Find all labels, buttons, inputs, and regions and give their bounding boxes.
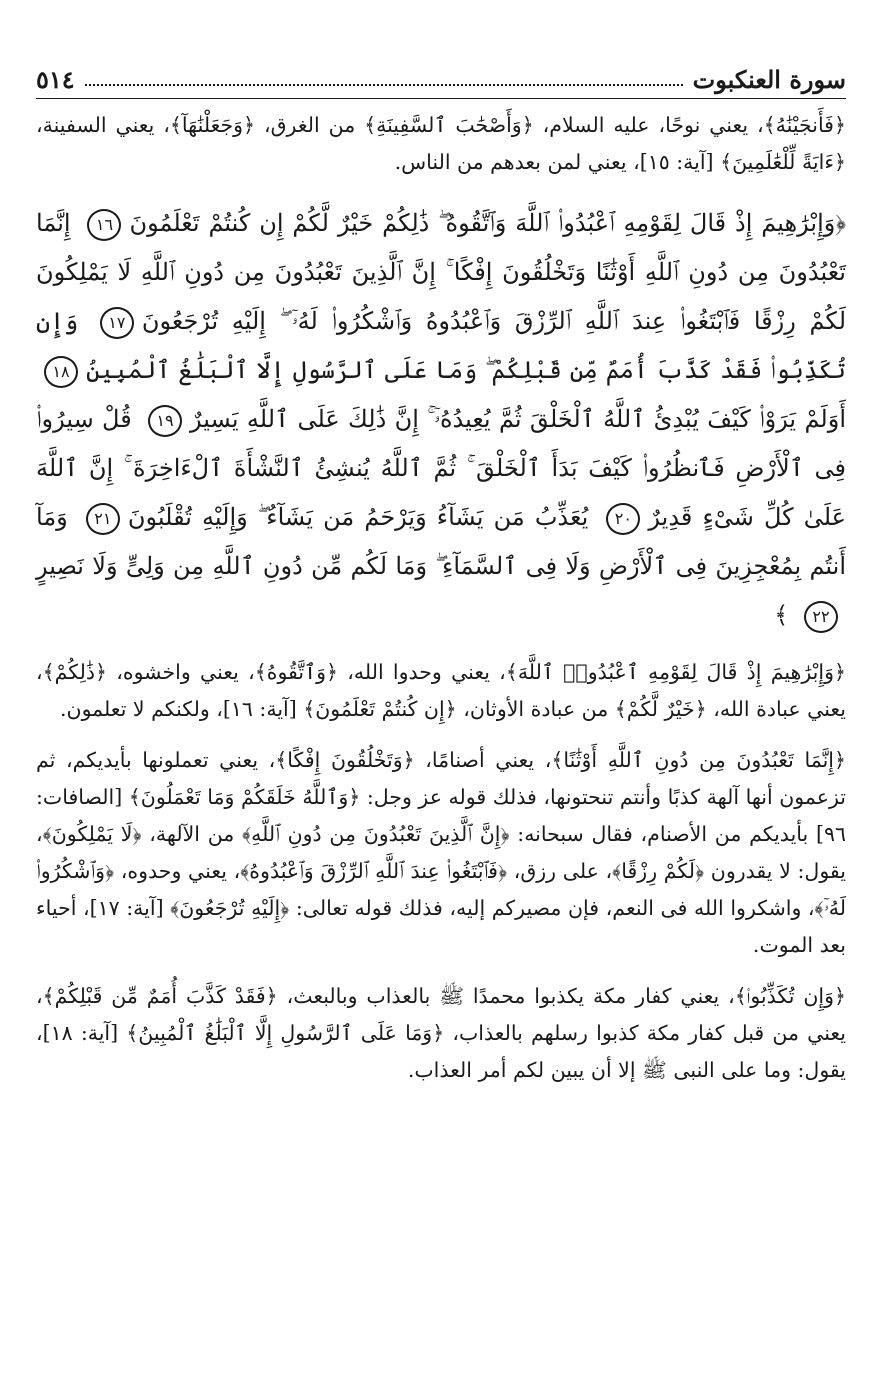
- header-leader-dots: [85, 84, 683, 86]
- book-page: [36, 60, 846, 1089]
- verse-text: وَإِن تُكَذِّبُوا۟ فَقَدْ كَذَّبَ أُمَمٌ مِّن قَبْلِكُمْ ۖ وَمَا عَلَى ٱلرَّسُولِ إِلَّا ٱلْبَلَٰغُ ٱلْمُبِينُ: [36, 307, 846, 384]
- verse-number-marker: ١٨: [44, 356, 78, 388]
- commentary-paragraph: ﴿وَإِن تُكَذِّبُوا۟﴾، يعني كفار مكة يكذبوا محمدًا ﷺ بالعذاب وبالبعث، ﴿فَقَدْ كَذَّبَ أُمَمٌ مِّن قَبْلِكُمْ﴾، يعني من قبل كفار مكة كذبوا رسلهم بالعذاب، ﴿وَمَا عَلَى ٱلرَّسُولِ إِلَّا ٱلْبَلَٰغُ ٱلْمُبِينُ﴾ [آية: ١٨]، يقول: وما على النبى ﷺ إلا أن يبين لكم أمر العذاب.: [36, 984, 846, 1082]
- surah-title: سورة العنكبوت: [692, 65, 846, 94]
- commentary-block-1: [36, 107, 846, 181]
- verse-text: ﴿وَإِبْرَٰهِيمَ إِذْ قَالَ لِقَوْمِهِ ٱعْبُدُوا۟ ٱللَّهَ وَٱتَّقُوهُ ۖ ذَٰلِكُمْ خَيْرٌ لَّكُمْ إِن كُنتُمْ تَعْلَمُونَ: [129, 209, 846, 237]
- quran-verses-block: [36, 199, 846, 640]
- verse-number-marker: ٢٠: [606, 503, 640, 535]
- page-number: ٥١٤: [36, 65, 75, 94]
- verse-text: يُعَذِّبُ مَن يَشَآءُ وَيَرْحَمُ مَن يَشَآءُ ۖ وَإِلَيْهِ تُقْلَبُونَ: [127, 503, 589, 531]
- verse-text: إِنَّمَا تَعْبُدُونَ مِن دُونِ ٱللَّهِ أَوْثَٰنًا وَتَخْلُقُونَ إِفْكًا ۚ إِنَّ ٱلَّذِينَ تَعْبُدُونَ مِن دُونِ ٱللَّهِ لَا يَمْلِكُونَ لَكُمْ رِزْقًا فَٱبْتَغُوا۟ عِندَ ٱللَّهِ ٱلرِّزْقَ وَٱعْبُدُوهُ وَٱشْكُرُوا۟ لَهُۥٓ ۖ إِلَيْهِ تُرْجَعُونَ: [36, 209, 847, 335]
- commentary-paragraph: ﴿فَأَنجَيْنَٰهُ﴾، يعني نوحًا، عليه السلام، ﴿وَأَصْحَٰبَ ٱلسَّفِينَةِ﴾ من الغرق، ﴿وَجَعَلْنَٰهَآ﴾، يعني السفينة، ﴿ءَايَةً لِّلْعَٰلَمِينَ﴾ [آية: ١٥]، يعني لمن بعدهم من الناس.: [36, 113, 846, 174]
- page-header: [36, 60, 846, 99]
- commentary-paragraph: ﴿إِنَّمَا تَعْبُدُونَ مِن دُونِ ٱللَّهِ أَوْثَٰنًا﴾، يعني أصنامًا، ﴿وَتَخْلُقُونَ إِفْكًا﴾، يعني تعملونها بأيديكم، ثم تزعمون أنها آلهة كذبًا وأنتم تنحتونها، فذلك قوله عز وجل: ﴿وَٱللَّهُ خَلَقَكُمْ وَمَا تَعْمَلُونَ﴾ [الصافات: ٩٦] بأيديكم من الأصنام، فقال سبحانه: ﴿إِنَّ ٱلَّذِينَ تَعْبُدُونَ مِن دُونِ ٱللَّهِ﴾ من الآلهة، ﴿لَا يَمْلِكُونَ﴾، يقول: لا يقدرون ﴿لَكُمْ رِزْقًا﴾، على رزق، ﴿فَٱبْتَغُوا۟ عِندَ ٱللَّهِ ٱلرِّزْقَ وَٱعْبُدُوهُ﴾، يعني وحدوه، ﴿وَٱشْكُرُوا۟ لَهُۥٓ﴾، واشكروا الله فى النعم، فإن مصيركم إليه، فذلك قوله تعالى: ﴿إِلَيْهِ تُرْجَعُونَ﴾ [آية: ١٧]، أحياء بعد الموت.: [36, 748, 846, 957]
- verse-number-marker: ١٧: [100, 307, 134, 339]
- verse-number-marker: ١٩: [148, 405, 182, 437]
- verse-text: وَمَآ أَنتُم بِمُعْجِزِينَ فِى ٱلْأَرْضِ وَلَا فِى ٱلسَّمَآءِ ۖ وَمَا لَكُم مِّن دُونِ ٱللَّهِ مِن وَلِىٍّ وَلَا نَصِيرٍ: [36, 503, 846, 580]
- commentary-block-2: [36, 654, 846, 1089]
- verse-number-marker: ٢١: [86, 503, 120, 535]
- verse-close-bracket: ﴾: [774, 601, 789, 629]
- verse-number-marker: ٢٢: [804, 601, 838, 633]
- verse-text: أَوَلَمْ يَرَوْا۟ كَيْفَ يُبْدِئُ ٱللَّهُ ٱلْخَلْقَ ثُمَّ يُعِيدُهُۥٓ ۚ إِنَّ ذَٰلِكَ عَلَى ٱللَّهِ يَسِيرٌ: [190, 405, 846, 433]
- verse-text: قُلْ سِيرُوا۟ فِى ٱلْأَرْضِ فَٱنظُرُوا۟ كَيْفَ بَدَأَ ٱلْخَلْقَ ۚ ثُمَّ ٱللَّهُ يُنشِئُ ٱلنَّشْأَةَ ٱلْءَاخِرَةَ ۚ إِنَّ ٱللَّهَ عَلَىٰ كُلِّ شَىْءٍ قَدِيرٌ: [36, 405, 846, 531]
- commentary-paragraph: ﴿وَإِبْرَٰهِيمَ إِذْ قَالَ لِقَوْمِهِ ٱعْبُدُوا۟ ٱللَّهَ﴾، يعني وحدوا الله، ﴿وَٱتَّقُوهُ﴾، يعني واخشوه، ﴿ذَٰلِكُمْ﴾، يعني عبادة الله، ﴿خَيْرٌ لَّكُمْ﴾ من عبادة الأوثان، ﴿إِن كُنتُمْ تَعْلَمُونَ﴾ [آية: ١٦]، ولكنكم لا تعلمون.: [36, 660, 846, 721]
- verse-number-marker: ١٦: [87, 209, 121, 241]
